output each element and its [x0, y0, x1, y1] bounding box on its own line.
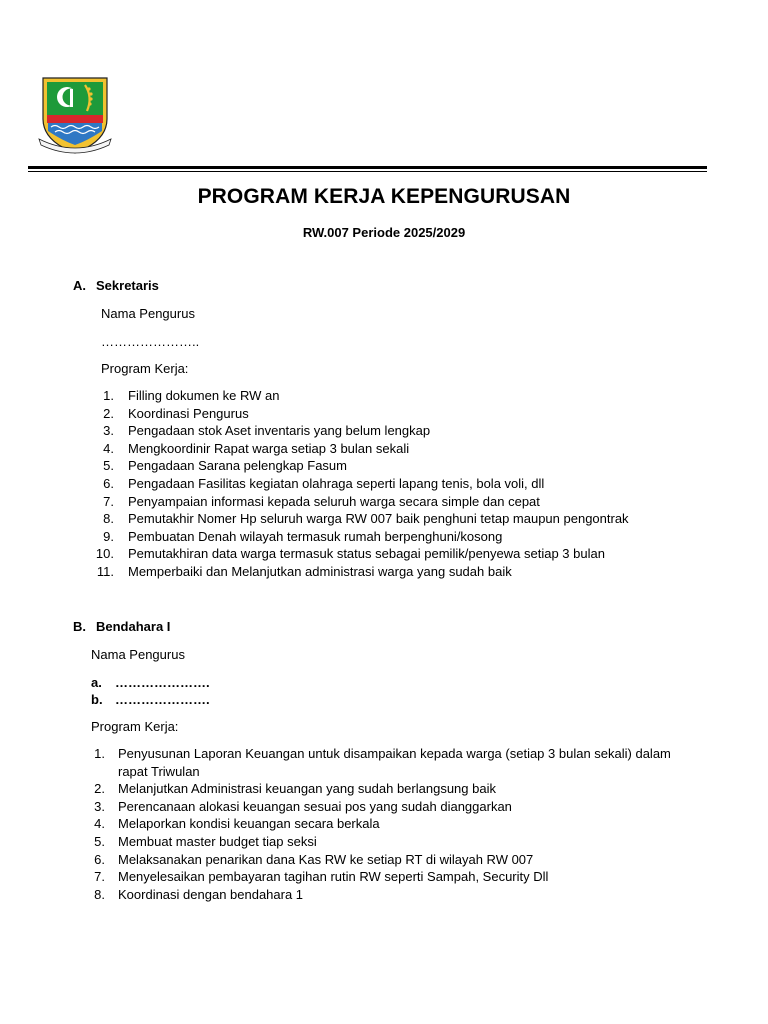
list-item: b. …………………. [91, 692, 210, 707]
header-rule-thin [28, 171, 707, 172]
list-item: 1. Filling dokumen ke RW an [103, 388, 280, 403]
regional-crest-icon [37, 75, 113, 155]
list-item: 6. Melaksanakan penarikan dana Kas RW ke setiap RT di wilayah RW 007 [94, 851, 534, 867]
list-item: 2. Melanjutkan Administrasi keuangan yang sudah berlangsung baik [94, 781, 496, 797]
list-item: 3. Perencanaan alokasi keuangan sesuai pos yang sudah dianggarkan [94, 798, 512, 814]
list-item: 4. Mengkoordinir Rapat warga setiap 3 bulan sekali [103, 440, 410, 456]
list-item: 10. Pemutakhiran data warga termasuk status sebagai pemilik/penyewa setiap 3 bulan [95, 546, 605, 562]
section-b-heading [73, 619, 170, 634]
list-item: 3. Pengadaan stok Aset inventaris yang belum lengkap [103, 423, 431, 439]
section-b-pengurus-list [91, 675, 291, 709]
section-a-heading [73, 278, 159, 293]
list-item: 1. Penyusunan Laporan Keuangan untuk disampaikan kepada warga (setiap 3 bulan sekali) dalam rapat Triwulan [94, 746, 671, 779]
document-subtitle: RW.007 Periode 2025/2029 [302, 225, 466, 240]
section-a-program-list [94, 387, 714, 581]
list-item: 11. Memperbaiki dan Melanjutkan administrasi warga yang sudah baik [96, 563, 512, 579]
header-rule-thick [28, 166, 707, 169]
list-item: 4. Melaporkan kondisi keuangan secara berkala [94, 816, 380, 832]
section-b-program-list [85, 745, 685, 903]
document-title: PROGRAM KERJA KEPENGURUSAN [197, 185, 571, 208]
section-b-letter: B. [73, 619, 86, 634]
section-a-program-label: Program Kerja: [101, 361, 189, 376]
section-a-pengurus-label: Nama Pengurus [101, 306, 195, 321]
section-a-title: Sekretaris [96, 278, 159, 293]
list-item: 6. Pengadaan Fasilitas kegiatan olahraga seperti lapang tenis, bola voli, dll [103, 475, 545, 491]
list-item: 9. Pembuatan Denah wilayah termasuk rumah berpenghuni/kosong [103, 528, 503, 544]
section-a-pengurus-value: ………………….. [101, 334, 200, 349]
list-item: 7. Menyelesaikan pembayaran tagihan rutin RW seperti Sampah, Security Dll [94, 869, 549, 885]
list-item: 8. Koordinasi dengan bendahara 1 [94, 886, 304, 902]
list-item: 2. Koordinasi Pengurus [103, 405, 249, 421]
section-b-title: Bendahara I [96, 619, 171, 634]
list-item: 7. Penyampaian informasi kepada seluruh warga secara simple dan cepat [103, 493, 540, 509]
list-item: 8. Pemutakhir Nomer Hp seluruh warga RW 007 baik penghuni tetap maupun pengontrak [103, 511, 629, 527]
list-item: 5. Pengadaan Sarana pelengkap Fasum [103, 458, 347, 474]
section-b-pengurus-label: Nama Pengurus [91, 647, 185, 662]
list-item: 5. Membuat master budget tiap seksi [94, 833, 317, 849]
section-a-letter: A. [73, 278, 86, 293]
section-b-program-label: Program Kerja: [91, 719, 179, 734]
list-item: a. …………………. [91, 675, 210, 690]
